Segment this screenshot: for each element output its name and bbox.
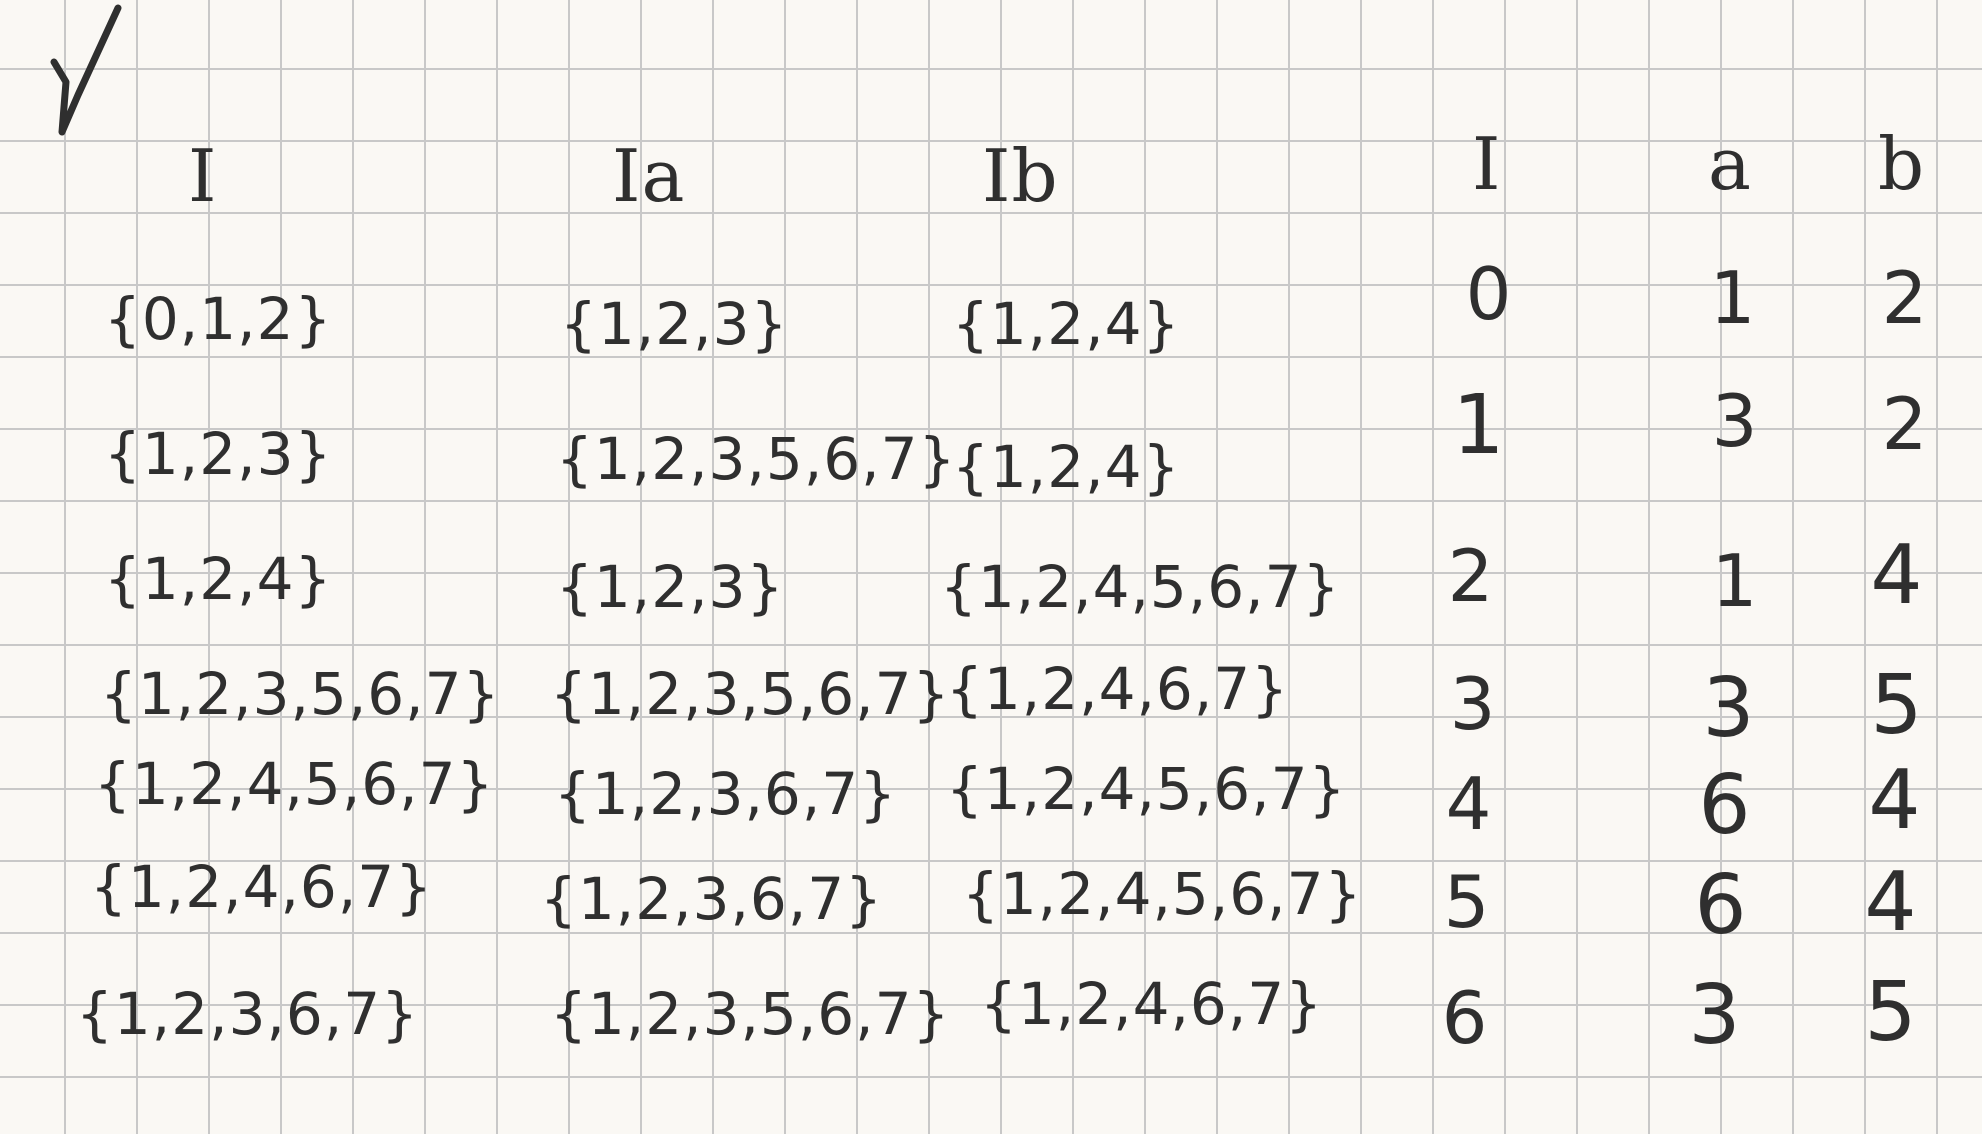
table-b-0: 2 — [1881, 256, 1929, 340]
table-a-0: 1 — [1709, 256, 1757, 340]
set-Ib-5: {1,2,4,5,6,7} — [962, 860, 1363, 928]
set-I-4: {1,2,4,5,6,7} — [94, 750, 495, 818]
set-Ib-6: {1,2,4,6,7} — [980, 970, 1324, 1038]
table-a-4: 6 — [1698, 758, 1752, 853]
table-I-0: 0 — [1465, 252, 1513, 336]
table-I-2: 2 — [1447, 534, 1495, 618]
header-I: I — [188, 134, 218, 218]
table-I-3: 3 — [1449, 662, 1497, 746]
set-Ia-6: {1,2,3,5,6,7} — [550, 980, 951, 1048]
set-Ia-1: {1,2,3,5,6,7} — [556, 425, 957, 493]
set-Ib-2: {1,2,4,5,6,7} — [940, 553, 1341, 621]
set-Ia-0: {1,2,3} — [560, 290, 789, 358]
set-Ib-1: {1,2,4} — [952, 433, 1181, 501]
set-Ia-2: {1,2,3} — [556, 553, 785, 621]
table-I-5: 5 — [1443, 860, 1491, 944]
table-b-4: 4 — [1868, 753, 1922, 848]
table-a-6: 3 — [1688, 968, 1742, 1063]
set-Ib-4: {1,2,4,5,6,7} — [946, 755, 1347, 823]
set-Ib-3: {1,2,4,6,7} — [946, 655, 1290, 723]
table-b-3: 5 — [1870, 658, 1924, 753]
header-a: a — [1708, 122, 1752, 206]
table-b-2: 4 — [1870, 528, 1924, 623]
header-Ib: Ib — [982, 134, 1059, 218]
header-Ia: Ia — [612, 134, 686, 218]
set-Ia-4: {1,2,3,6,7} — [554, 760, 898, 828]
set-I-6: {1,2,3,6,7} — [76, 980, 420, 1048]
table-b-6: 5 — [1864, 965, 1918, 1060]
set-Ia-5: {1,2,3,6,7} — [540, 865, 884, 933]
table-a-5: 6 — [1694, 858, 1748, 953]
table-b-5: 4 — [1864, 855, 1918, 950]
header-table-I: I — [1472, 122, 1502, 206]
header-b: b — [1878, 122, 1926, 206]
set-I-5: {1,2,4,6,7} — [90, 853, 434, 921]
table-I-4: 4 — [1445, 762, 1493, 846]
table-I-6: 6 — [1441, 976, 1489, 1060]
table-a-1: 3 — [1711, 379, 1759, 463]
table-I-1: 1 — [1452, 378, 1506, 473]
set-I-1: {1,2,3} — [104, 420, 333, 488]
set-I-2: {1,2,4} — [104, 545, 333, 613]
table-a-3: 3 — [1702, 661, 1756, 756]
set-Ib-0: {1,2,4} — [952, 290, 1181, 358]
set-I-3: {1,2,3,5,6,7} — [100, 660, 501, 728]
set-I-0: {0,1,2} — [104, 285, 333, 353]
checkmark-icon — [48, 0, 128, 145]
table-a-2: 1 — [1711, 539, 1759, 623]
table-b-1: 2 — [1881, 382, 1929, 466]
set-Ia-3: {1,2,3,5,6,7} — [550, 660, 951, 728]
